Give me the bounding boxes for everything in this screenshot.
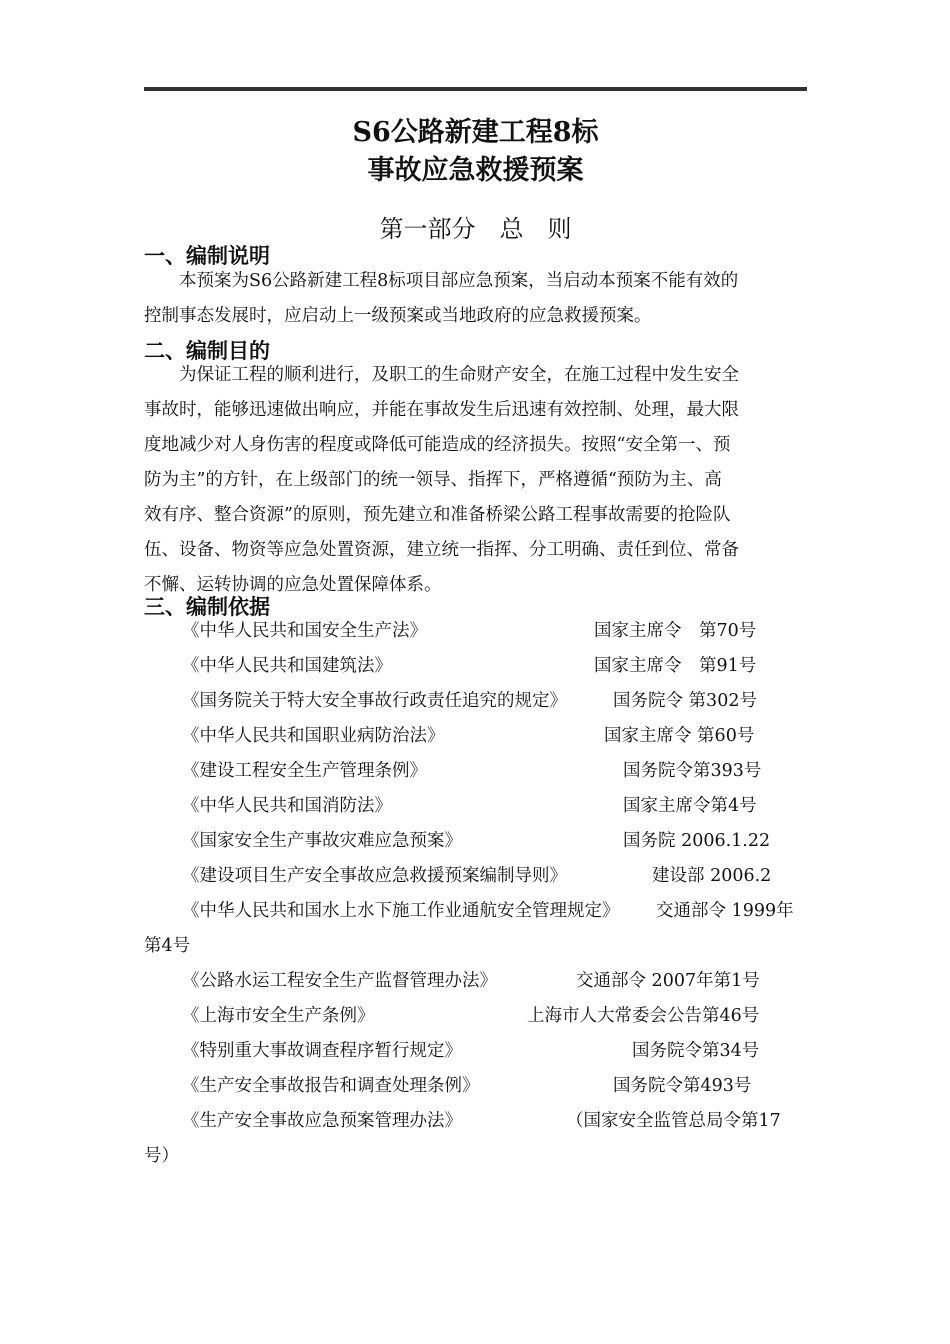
reference-name: 《建设项目生产安全事故应急救援预案编制导则》	[182, 866, 567, 886]
top-rule	[144, 87, 807, 91]
section-heading-3: 三、编制依据	[144, 595, 270, 619]
paragraph-line: 为保证工程的顺利进行，及职工的生命财产安全，在施工过程中发生安全	[144, 365, 739, 385]
reference-issuer-continued: 号）	[144, 1146, 179, 1166]
part-title: 第一部分 总 则	[379, 215, 572, 243]
reference-issuer: 建设部 2006.2	[652, 866, 772, 886]
reference-issuer: 国务院 2006.1.22	[623, 831, 771, 851]
paragraph-line: 不懈、运转协调的应急处置保障体系。	[144, 575, 442, 595]
reference-name: 《国家安全生产事故灾难应急预案》	[182, 831, 462, 851]
paragraph-line: 本预案为S6公路新建工程8标项目部应急预案，当启动本预案不能有效的	[144, 271, 739, 291]
reference-name: 《中华人民共和国消防法》	[182, 796, 392, 816]
paragraph-line: 伍、设备、物资等应急处置资源，建立统一指挥、分工明确、责任到位、常备	[144, 540, 739, 560]
section-heading-2: 二、编制目的	[144, 339, 270, 363]
section-heading-1: 一、编制说明	[144, 244, 270, 268]
reference-issuer: 国务院令第393号	[623, 761, 762, 781]
reference-issuer: 国家主席令 第91号	[594, 656, 757, 676]
reference-name: 《中华人民共和国安全生产法》	[182, 621, 427, 641]
reference-name: 《中华人民共和国职业病防治法》	[182, 726, 445, 746]
reference-name: 《生产安全事故报告和调查处理条例》	[182, 1076, 480, 1096]
reference-issuer-continued: 第4号	[144, 936, 191, 956]
section-2-paragraph	[144, 358, 807, 603]
reference-name: 《中华人民共和国水上水下施工作业通航安全管理规定》	[182, 901, 620, 921]
reference-name: 《公路水运工程安全生产监督管理办法》	[182, 971, 497, 991]
reference-name: 《中华人民共和国建筑法》	[182, 656, 392, 676]
reference-name: 《国务院关于特大安全事故行政责任追究的规定》	[182, 691, 567, 711]
reference-name: 《特别重大事故调查程序暂行规定》	[182, 1041, 462, 1061]
reference-name: 《建设工程安全生产管理条例》	[182, 761, 427, 781]
reference-name: 《上海市安全生产条例》	[182, 1006, 375, 1026]
reference-issuer: 交通部令 1999年	[656, 901, 794, 921]
section-1-paragraph	[144, 264, 807, 334]
reference-issuer: 国家主席令 第60号	[604, 726, 755, 746]
paragraph-line: 事故时，能够迅速做出响应，并能在事故发生后迅速有效控制、处理，最大限	[144, 400, 739, 420]
reference-issuer: 国家主席令第4号	[623, 796, 757, 816]
reference-issuer: 国务院令 第302号	[613, 691, 757, 711]
reference-issuer: 国务院令第34号	[632, 1041, 760, 1061]
reference-issuer: 国家主席令 第70号	[594, 621, 757, 641]
reference-name: 《生产安全事故应急预案管理办法》	[182, 1111, 462, 1131]
paragraph-line: 控制事态发展时，应启动上一级预案或当地政府的应急救援预案。	[144, 306, 652, 326]
paragraph-line: 效有序、整合资源”的原则，预先建立和准备桥梁公路工程事故需要的抢险队	[144, 505, 731, 525]
document-title-line2: 事故应急救援预案	[367, 155, 584, 186]
reference-issuer: 上海市人大常委会公告第46号	[527, 1006, 760, 1026]
document-title-line1: S6公路新建工程8标	[352, 117, 599, 148]
paragraph-line: 度地减少对人身伤害的程度或降低可能造成的经济损失。按照“安全第一、预	[144, 435, 731, 455]
reference-issuer: （国家安全监管总局令第17	[566, 1111, 781, 1131]
reference-issuer: 交通部令 2007年第1号	[576, 971, 760, 991]
paragraph-line: 防为主”的方针，在上级部门的统一领导、指挥下，严格遵循“预防为主、高	[144, 470, 722, 490]
reference-issuer: 国务院令第493号	[613, 1076, 752, 1096]
